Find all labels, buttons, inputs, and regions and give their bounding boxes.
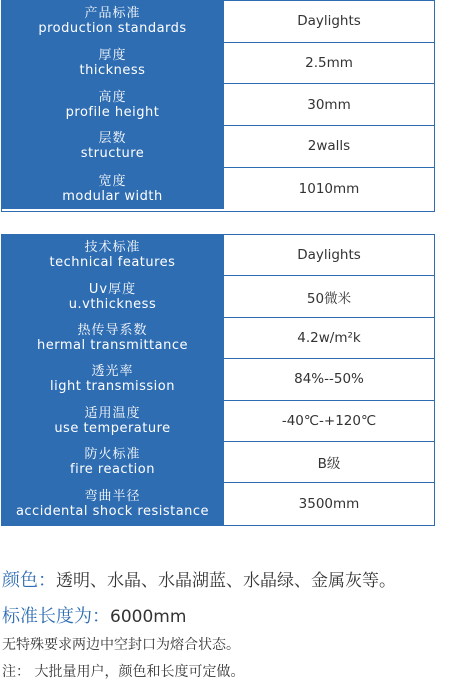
label-zh: 防火标准 xyxy=(84,447,141,463)
label-en: accidental shock resistance xyxy=(15,504,210,520)
row-value: Daylights xyxy=(297,247,361,264)
row-value: Daylights xyxy=(297,13,361,30)
table-row xyxy=(2,442,434,483)
row-value: 30mm xyxy=(307,96,351,113)
label-zh: 厚度 xyxy=(98,48,127,64)
table-row xyxy=(2,126,434,168)
color-value: 透明、水晶、水晶湖蓝、水晶绿、金属灰等。 xyxy=(56,571,396,591)
label-zh: 高度 xyxy=(98,89,127,105)
row-label xyxy=(2,84,224,125)
row-label xyxy=(2,168,224,210)
label-zh: 弯曲半径 xyxy=(84,489,141,505)
row-label xyxy=(2,318,224,358)
row-label xyxy=(2,235,224,275)
row-label xyxy=(2,126,224,167)
label-en: hermal transmittance xyxy=(37,337,188,353)
row-label xyxy=(2,43,224,84)
row-value: 4.2w/m²k xyxy=(297,329,361,346)
seal-note: 无特殊要求两边中空封口为熔合状态。 xyxy=(2,637,240,653)
label-zh: 透光率 xyxy=(91,364,134,380)
label-en: use temperature xyxy=(54,420,171,436)
row-value: 2.5mm xyxy=(305,55,353,72)
table-row xyxy=(2,483,434,524)
label-en: fire reaction xyxy=(70,462,155,478)
row-value: B级 xyxy=(317,456,341,473)
table-row xyxy=(2,235,434,276)
row-label xyxy=(2,359,224,399)
label-en: u.vthickness xyxy=(68,296,157,312)
label-en: thickness xyxy=(79,63,146,79)
label-zh: 适用温度 xyxy=(84,405,141,421)
label-zh: 产品标准 xyxy=(84,6,141,22)
row-value: 84%--50% xyxy=(294,371,364,388)
row-label xyxy=(2,401,224,441)
label-en: production standards xyxy=(38,21,187,37)
custom-note: 注： 大批量用户，颜色和长度可定做。 xyxy=(2,664,245,680)
row-value: 3500mm xyxy=(298,496,360,513)
row-label xyxy=(2,276,224,316)
label-zh: 技术标准 xyxy=(84,240,141,256)
table-row xyxy=(2,359,434,400)
label-zh: 热传导系数 xyxy=(77,322,148,338)
table-row xyxy=(2,84,434,126)
table-row xyxy=(2,168,434,210)
length-note xyxy=(2,602,186,628)
row-label xyxy=(2,1,224,42)
row-label xyxy=(2,483,224,524)
row-value: 1010mm xyxy=(298,180,360,197)
row-value: 50微米 xyxy=(306,290,352,307)
label-en: profile height xyxy=(65,104,160,120)
length-label: 标准长度为： xyxy=(2,606,110,627)
color-note xyxy=(2,566,396,592)
table-row xyxy=(2,276,434,317)
spec-table-technical xyxy=(1,234,435,526)
color-label: 颜色： xyxy=(2,570,56,591)
label-zh: Uv厚度 xyxy=(88,281,137,297)
table-row xyxy=(2,43,434,85)
spec-table-product xyxy=(1,0,435,212)
row-label xyxy=(2,442,224,482)
label-en: technical features xyxy=(49,255,176,271)
table-row xyxy=(2,1,434,43)
label-zh: 层数 xyxy=(98,131,127,147)
label-en: light transmission xyxy=(50,379,175,395)
row-value: 2walls xyxy=(307,138,351,155)
row-value: -40℃-+120℃ xyxy=(281,412,377,429)
label-zh: 宽度 xyxy=(98,173,127,189)
label-en: structure xyxy=(80,146,145,162)
label-en: modular width xyxy=(62,188,163,204)
table-row xyxy=(2,401,434,442)
table-row xyxy=(2,318,434,359)
length-value: 6000mm xyxy=(110,607,187,627)
